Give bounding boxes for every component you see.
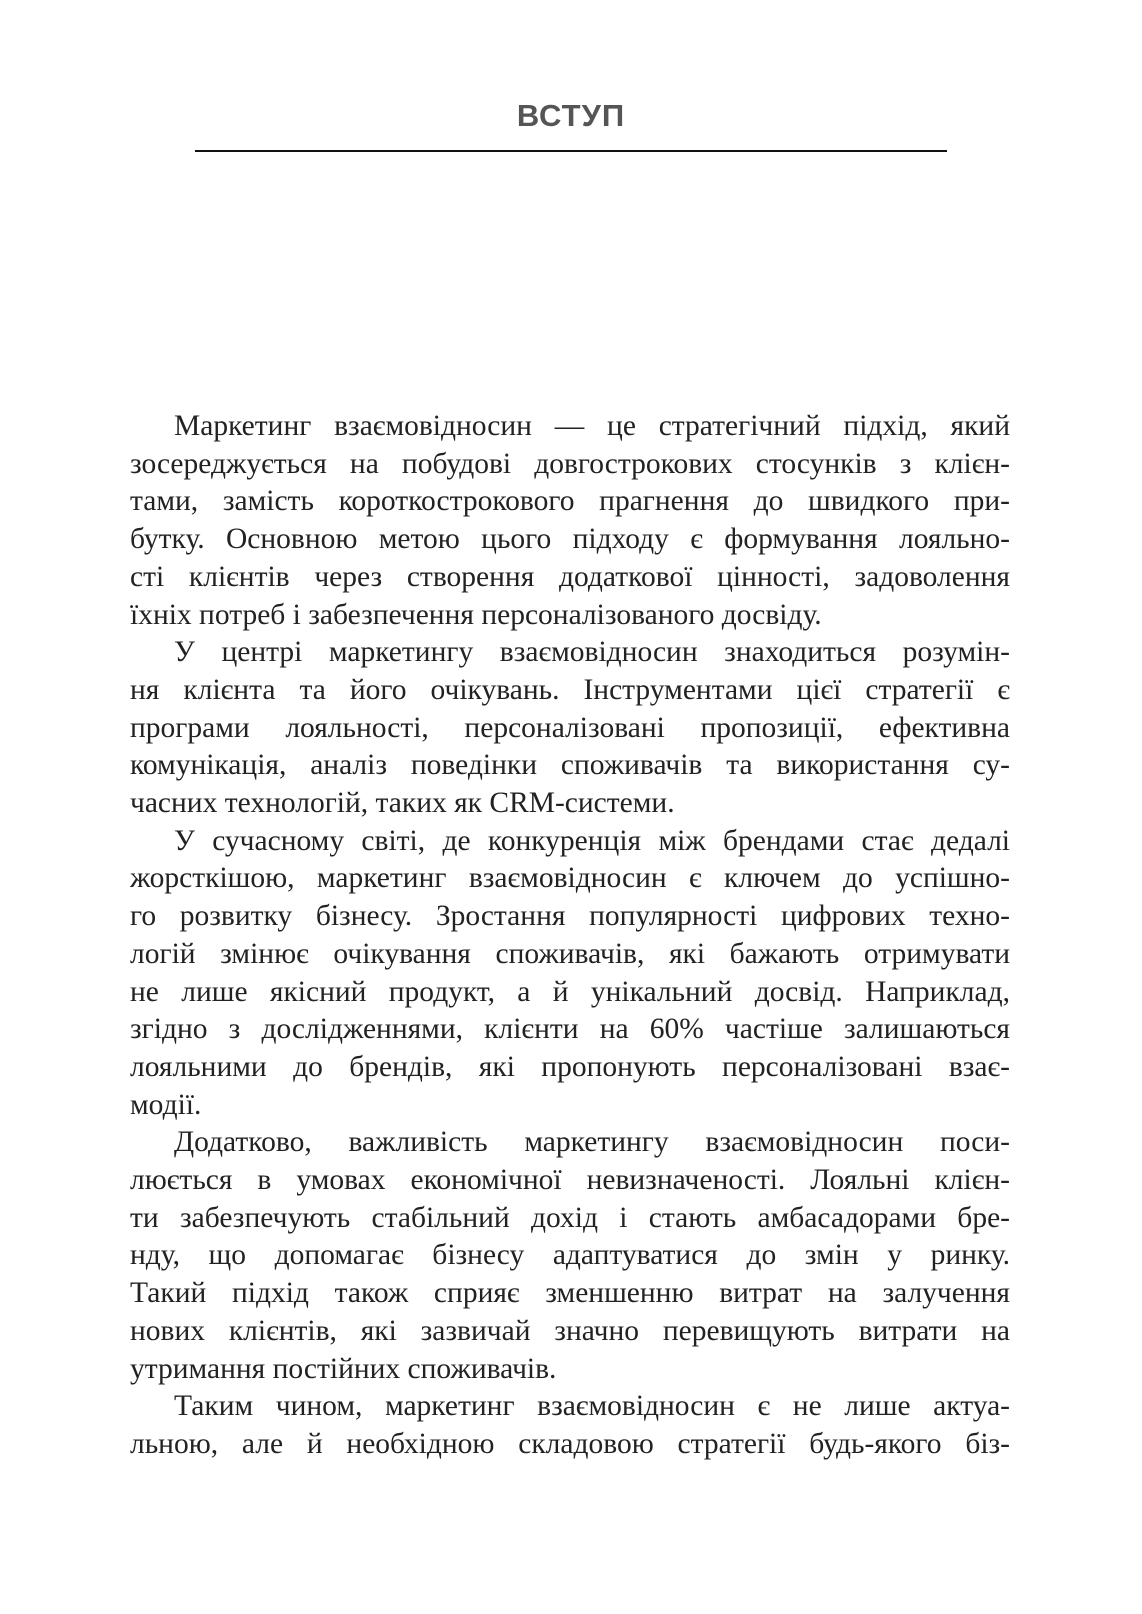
- text-line: Додатково, важливість маркетингу взаємовідносин поси-: [174, 1126, 1010, 1159]
- text-line: утримання постійних споживачів.: [130, 1352, 557, 1385]
- text-line: нду, що допомагає бізнесу адаптуватися до змін у ринку.: [130, 1239, 1010, 1272]
- text-line: модії.: [130, 1088, 202, 1121]
- text-line: У центрі маркетингу взаємовідносин знаходиться розумін-: [174, 636, 1010, 669]
- text-line: го розвитку бізнесу. Зростання популярності цифрових техно-: [130, 900, 1010, 933]
- paragraph: [130, 634, 1010, 823]
- page-title: ВСТУП: [516, 98, 626, 133]
- text-line: не лише якісний продукт, а й унікальний досвід. Наприклад,: [130, 975, 1010, 1008]
- paragraph: [130, 1388, 1010, 1463]
- text-line: програми лояльності, персоналізовані пропозиції, ефективна: [130, 711, 1010, 744]
- text-line: люється в умовах економічної невизначеності. Лояльні клієн-: [130, 1164, 1010, 1197]
- body-text: [130, 408, 1010, 1464]
- text-line: льною, але й необхідною складовою стратегії будь-якого біз-: [130, 1427, 1010, 1460]
- text-line: зосереджується на побудові довгострокових стосунків з клієн-: [130, 447, 1010, 480]
- paragraph: [130, 408, 1010, 634]
- text-line: Маркетинг взаємовідносин — це стратегічний підхід, який: [174, 410, 1010, 442]
- text-line: ти забезпечують стабільний дохід і стають амбасадорами бре-: [130, 1201, 1010, 1234]
- text-line: Таким чином, маркетинг взаємовідносин є не лише актуа-: [174, 1390, 1010, 1423]
- paragraph: [130, 823, 1010, 1125]
- text-line: У сучасному світі, де конкуренція між брендами стає дедалі: [174, 824, 1010, 857]
- text-line: часних технологій, таких як CRM-системи.: [130, 787, 675, 820]
- text-line: бутку. Основною метою цього підходу є формування лояльно-: [130, 523, 1010, 556]
- text-line: нових клієнтів, які зазвичай значно перевищують витрати на: [130, 1314, 1010, 1347]
- text-line: їхніх потреб і забезпечення персоналізованого досвіду.: [130, 598, 822, 631]
- text-line: тами, замість короткострокового прагнення до швидкого при-: [130, 485, 1010, 518]
- text-line: лояльними до брендів, які пропонують персоналізовані взає-: [130, 1050, 1010, 1083]
- text-line: жорсткішою, маркетинг взаємовідносин є ключем до успішно-: [130, 862, 1010, 895]
- paragraph: [130, 1124, 1010, 1388]
- text-line: ня клієнта та його очікувань. Інструментами цієї стратегії є: [130, 673, 1010, 706]
- text-line: Такий підхід також сприяє зменшенню витрат на залучення: [130, 1277, 1010, 1310]
- text-line: комунікація, аналіз поведінки споживачів та використання су-: [130, 749, 1010, 782]
- title-rule: [195, 150, 947, 152]
- text-line: сті клієнтів через створення додаткової цінності, задоволення: [130, 560, 1010, 593]
- text-line: логій змінює очікування споживачів, які бажають отримувати: [130, 937, 1010, 970]
- text-line: згідно з дослідженнями, клієнти на 60% частіше залишаються: [130, 1013, 1010, 1046]
